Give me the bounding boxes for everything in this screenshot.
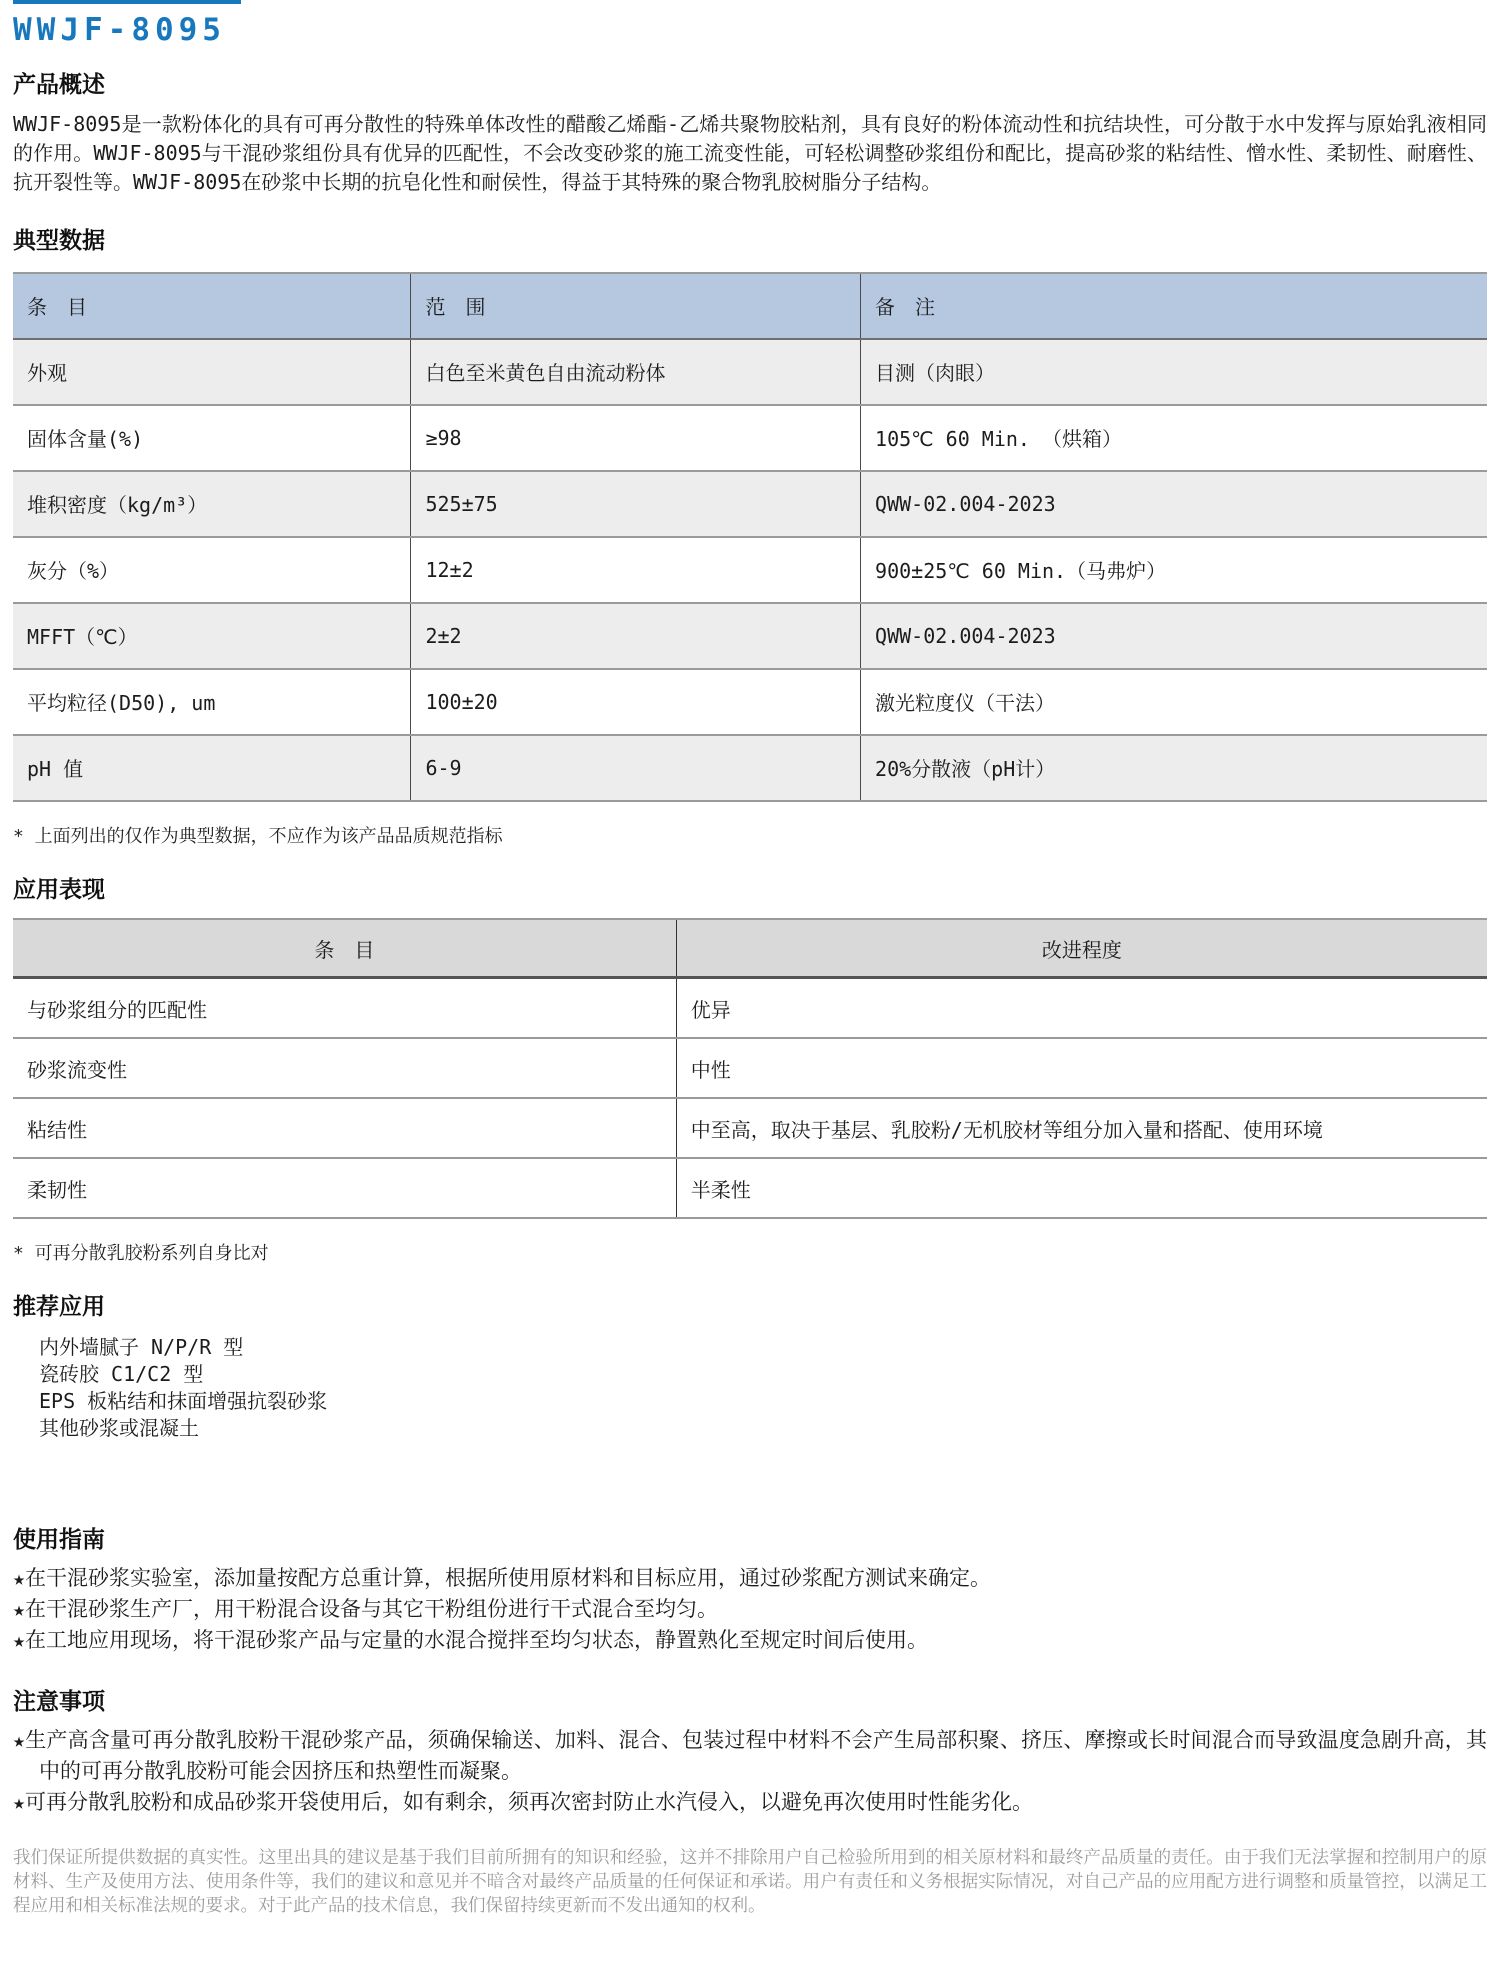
- table-cell: 白色至米黄色自由流动粉体: [411, 339, 861, 405]
- table-cell: 20%分散液（pH计）: [861, 735, 1487, 801]
- table-row: [13, 405, 1487, 471]
- disclaimer-text: 我们保证所提供数据的真实性。这里出具的建议是基于我们目前所拥有的知识和经验，这并不排除用户自己检验所用到的相关原材料和最终产品质量的责任。由于我们无法掌握和控制用户的原材料、生产及使用方法、使用条件等，我们的建议和意见并不暗含对最终产品质量的任何保证和承诺。用户有责任和义务根据实际情况，对自己产品的应用配方进行调整和质量管控，以满足工程应用和相关标准法规的要求。对于此产品的技术信息，我们保留持续更新而不发出通知的权利。: [13, 1847, 1487, 1916]
- section-heading-application: 应用表现: [13, 876, 105, 903]
- table-cell: pH 值: [13, 735, 411, 801]
- table-cell: 目测（肉眼）: [861, 339, 1487, 405]
- table-cell: 柔韧性: [13, 1158, 676, 1218]
- section-precautions: [13, 1688, 1487, 1818]
- table-cell: 粘结性: [13, 1098, 676, 1158]
- table-cell: 平均粒径(D50), um: [13, 669, 411, 735]
- table-header-row: [13, 273, 1487, 339]
- table-cell: MFFT（℃）: [13, 603, 411, 669]
- section-heading-recommended: 推荐应用: [13, 1294, 105, 1321]
- bullet-text: 在工地应用现场，将干混砂浆产品与定量的水混合搅拌至均匀状态，静置熟化至规定时间后使用。: [25, 1627, 929, 1652]
- star-bullet-icon: ★: [13, 1596, 26, 1621]
- bullet-item: [13, 1594, 1487, 1625]
- table-cell: QWW-02.004-2023: [861, 603, 1487, 669]
- table-cell: 6-9: [411, 735, 861, 801]
- table-cell: ≥98: [411, 405, 861, 471]
- recommended-applications-list: [13, 1334, 1487, 1442]
- table-cell: 105℃ 60 Min. （烘箱）: [861, 405, 1487, 471]
- bullet-item: [13, 1563, 1487, 1594]
- section-product-overview: [13, 71, 1487, 197]
- star-bullet-icon: ★: [13, 1727, 26, 1752]
- section-application-performance: [13, 876, 1487, 1266]
- table-cell: 外观: [13, 339, 411, 405]
- table-row: [13, 537, 1487, 603]
- table-cell: 与砂浆组分的匹配性: [13, 978, 676, 1039]
- table-cell: 2±2: [411, 603, 861, 669]
- section-heading-overview: 产品概述: [13, 72, 105, 99]
- star-bullet-icon: ★: [13, 1565, 26, 1590]
- typical-data-table-body: [13, 339, 1487, 801]
- bullet-text: 在干混砂浆生产厂，用干粉混合设备与其它干粉组份进行干式混合至均匀。: [25, 1596, 719, 1621]
- table-row: [13, 339, 1487, 405]
- application-table-body: [13, 978, 1487, 1219]
- list-item: 其他砂浆或混凝土: [39, 1416, 199, 1441]
- precautions-list: [13, 1725, 1487, 1818]
- bullet-text: 生产高含量可再分散乳胶粉干混砂浆产品，须确保输送、加料、混合、包装过程中材料不会产生局部积聚、挤压、摩擦或长时间混合而导致温度急剧升高，其中的可再分散乳胶粉可能会因挤压和热塑性而凝聚。: [25, 1727, 1487, 1783]
- table-cell: 砂浆流变性: [13, 1038, 676, 1098]
- column-header-item: 条 目: [13, 273, 411, 339]
- column-header-remark: 备 注: [861, 273, 1487, 339]
- table-cell: 优异: [676, 978, 1487, 1039]
- column-header-item: 条 目: [13, 919, 676, 978]
- column-header-improvement: 改进程度: [676, 919, 1487, 978]
- table-row: [13, 1098, 1487, 1158]
- table-cell: 12±2: [411, 537, 861, 603]
- table-cell: 半柔性: [676, 1158, 1487, 1218]
- table-cell: 525±75: [411, 471, 861, 537]
- bullet-text: 可再分散乳胶粉和成品砂浆开袋使用后，如有剩余，须再次密封防止水汽侵入，以避免再次使用时性能劣化。: [25, 1789, 1034, 1814]
- section-typical-data: [13, 227, 1487, 848]
- star-bullet-icon: ★: [13, 1789, 26, 1814]
- header-cut-line: [13, 0, 241, 4]
- table-cell: 中性: [676, 1038, 1487, 1098]
- bullet-text: 在干混砂浆实验室，添加量按配方总重计算，根据所使用原材料和目标应用，通过砂浆配方测试来确定。: [25, 1565, 992, 1590]
- typical-data-table: [13, 272, 1487, 802]
- section-heading-precautions: 注意事项: [13, 1688, 105, 1715]
- page-title: WWJF-8095: [13, 12, 226, 48]
- table-row: [13, 471, 1487, 537]
- table-cell: QWW-02.004-2023: [861, 471, 1487, 537]
- section-heading-typical-data: 典型数据: [13, 227, 105, 254]
- star-bullet-icon: ★: [13, 1627, 26, 1652]
- table-cell: 100±20: [411, 669, 861, 735]
- list-item: 瓷砖胶 C1/C2 型: [39, 1362, 204, 1387]
- table-cell: 灰分（%）: [13, 537, 411, 603]
- table-cell: 900±25℃ 60 Min.（马弗炉）: [861, 537, 1487, 603]
- table-cell: 堆积密度（kg/m³）: [13, 471, 411, 537]
- table-cell: 固体含量(%): [13, 405, 411, 471]
- table-row: [13, 669, 1487, 735]
- application-footnote: * 可再分散乳胶粉系列自身比对: [13, 1243, 269, 1265]
- table-row: [13, 1158, 1487, 1218]
- application-performance-table: [13, 918, 1487, 1219]
- section-heading-usage: 使用指南: [13, 1527, 105, 1554]
- list-item: EPS 板粘结和抹面增强抗裂砂浆: [39, 1389, 328, 1414]
- typical-data-footnote: * 上面列出的仅作为典型数据，不应作为该产品品质规范指标: [13, 825, 503, 847]
- table-row: [13, 978, 1487, 1039]
- column-header-range: 范 围: [411, 273, 861, 339]
- table-row: [13, 735, 1487, 801]
- overview-paragraph: WWJF-8095是一款粉体化的具有可再分散性的特殊单体改性的醋酸乙烯酯-乙烯共聚物胶粘剂，具有良好的粉体流动性和抗结块性，可分散于水中发挥与原始乳液相同的作用。WWJF-8095与干混砂浆组份具有优异的匹配性，不会改变砂浆的施工流变性能，可轻松调整砂浆组份和配比，提高砂浆的粘结性、憎水性、柔韧性、耐磨性、抗开裂性等。WWJF-8095在砂浆中长期的抗皂化性和耐侯性，得益于其特殊的聚合物乳胶树脂分子结构。: [13, 111, 1487, 194]
- section-usage-guide: [13, 1526, 1487, 1656]
- bullet-item: [13, 1725, 1487, 1787]
- table-header-row: [13, 919, 1487, 978]
- table-row: [13, 603, 1487, 669]
- table-cell: 中至高，取决于基层、乳胶粉/无机胶材等组分加入量和搭配、使用环境: [676, 1098, 1487, 1158]
- section-recommended-applications: [13, 1293, 1487, 1442]
- usage-guide-list: [13, 1563, 1487, 1656]
- table-cell: 激光粒度仪（干法）: [861, 669, 1487, 735]
- list-item: 内外墙腻子 N/P/R 型: [39, 1335, 244, 1360]
- bullet-item: [13, 1625, 1487, 1656]
- table-row: [13, 1038, 1487, 1098]
- bullet-item: [13, 1787, 1487, 1818]
